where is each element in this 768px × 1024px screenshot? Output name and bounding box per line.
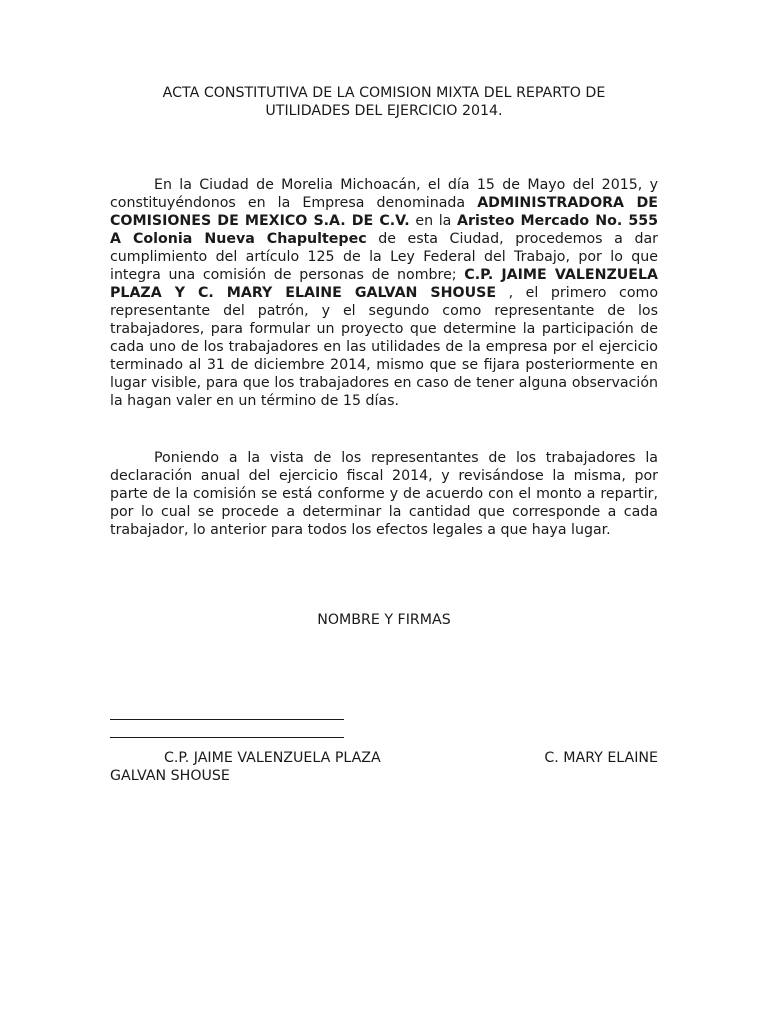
commission-members: C.P. JAIME VALENZUELA PLAZA Y C. MARY ELAINE GALVAN SHOUSE xyxy=(110,267,658,301)
signatures-heading: NOMBRE Y FIRMAS xyxy=(317,612,451,628)
signer-2-name-part-2: GALVAN SHOUSE xyxy=(110,768,230,784)
signature-line-2 xyxy=(110,737,344,738)
signers-block xyxy=(110,749,658,785)
title-line-2: UTILIDADES DEL EJERCICIO 2014. xyxy=(265,103,503,119)
p1-text-3: de esta Ciudad, procedemos a dar cumplimiento del artículo 125 de la Ley Federal del Trabajo, por lo que integra una comisión de personas de nombre; xyxy=(110,231,658,283)
p1-text-2: en la xyxy=(409,213,458,229)
p2-text: Poniendo a la vista de los representantes de los trabajadores la declaración anual del ejercicio fiscal 2014, y revisándose la misma, por parte de la comisión se está conforme y de acuerdo con el monto a repartir, por lo cual se procede a determinar la cantidad que corresponde a cada trabajador, lo anterior para todos los efectos legales a que haya lugar. xyxy=(110,450,658,538)
title-line-1: ACTA CONSTITUTIVA DE LA COMISION MIXTA DEL REPARTO DE xyxy=(162,85,606,101)
signer-1-name: C.P. JAIME VALENZUELA PLAZA xyxy=(164,750,381,766)
p1-text-1: En la Ciudad de Morelia Michoacán, el día 15 de Mayo del 2015, y constituyéndonos en la Empresa denominada xyxy=(110,177,658,211)
paragraph-2 xyxy=(110,449,658,539)
signer-2-name-part-1: C. MARY ELAINE xyxy=(544,750,658,766)
paragraph-1 xyxy=(110,176,658,410)
p1-text-4: , el primero como representante del patrón, y el segundo como representante de los trabajadores, para formular un proyecto que determine la participación de cada uno de los trabajadores en las utilidades de la empresa por el ejercicio terminado al 31 de diciembre 2014, mismo que se fijara posteriormente en lugar visible, para que los trabajadores en caso de tener alguna observación la hagan valer en un término de 15 días. xyxy=(110,285,658,409)
company-name: ADMINISTRADORA DE COMISIONES DE MEXICO S.A. DE C.V. xyxy=(110,195,659,229)
signers-row xyxy=(110,749,658,767)
company-address: Aristeo Mercado No. 555 A Colonia Nueva Chapultepec xyxy=(110,213,658,247)
signature-line-1 xyxy=(110,719,344,720)
document-title xyxy=(110,84,658,120)
